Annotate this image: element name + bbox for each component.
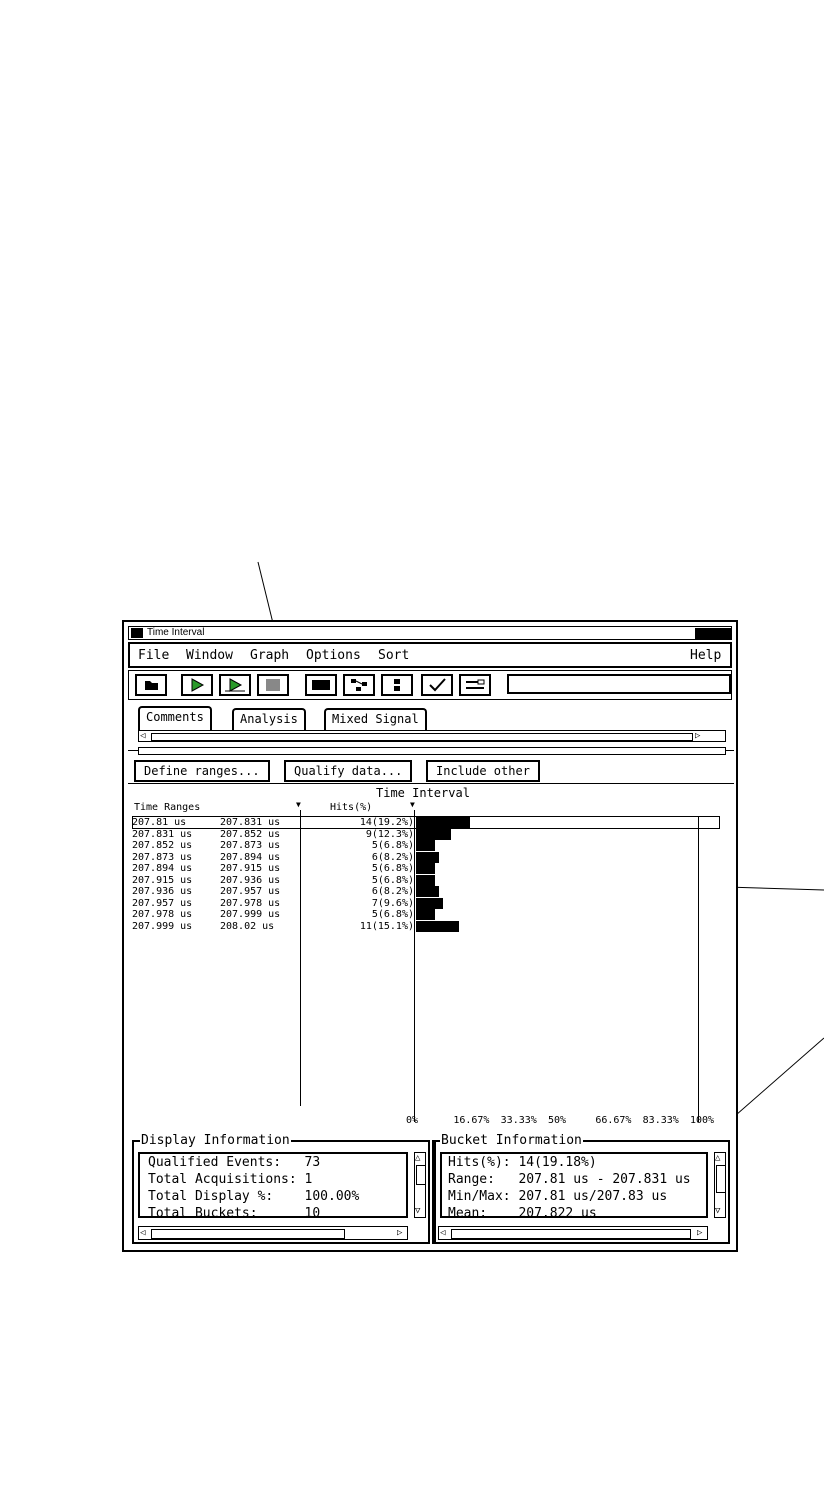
tab-analysis[interactable]: Analysis xyxy=(232,708,306,730)
hits-value: 7(9.6%) xyxy=(371,897,414,909)
bucket-info-title: Bucket Information xyxy=(441,1133,582,1148)
display-info-line: Total Acquisitions: 1 xyxy=(148,1172,313,1187)
hits-value: 6(8.2%) xyxy=(371,886,414,897)
system-menu-icon[interactable] xyxy=(131,628,143,638)
histogram-bar xyxy=(416,898,443,909)
x-tick-label: 66.67% xyxy=(595,1115,632,1126)
scroll-up-icon[interactable]: △ xyxy=(715,1153,721,1163)
range-to: 207.915 us xyxy=(220,863,281,874)
scroll-up-icon[interactable]: △ xyxy=(415,1153,421,1163)
close-icon[interactable] xyxy=(719,628,731,640)
x-tick-label: 83.33% xyxy=(642,1115,679,1126)
histogram-bar xyxy=(416,852,439,863)
comment-hscroll[interactable] xyxy=(138,730,726,742)
column-splitter-icon[interactable]: ▼ xyxy=(410,800,415,809)
time-interval-window xyxy=(122,620,738,1252)
title-bar xyxy=(128,626,732,640)
run-repetitive-icon[interactable] xyxy=(219,674,251,696)
col-header-hits: Hits(%) xyxy=(330,802,373,813)
display-info-line: Total Buckets: 10 xyxy=(148,1206,321,1218)
tools-icon[interactable] xyxy=(459,674,491,696)
hits-value: 5(6.8%) xyxy=(371,874,414,886)
bucket-info-line: Mean: 207.822 us xyxy=(448,1206,597,1218)
maximize-icon[interactable] xyxy=(707,628,719,640)
bucket-info-hscroll[interactable] xyxy=(438,1226,708,1240)
display-info-line: Total Display %: 100.00% xyxy=(148,1189,360,1204)
toolbar-status-field xyxy=(507,674,731,694)
histogram-bar xyxy=(416,875,435,886)
run-icon[interactable] xyxy=(181,674,213,696)
menu-help[interactable]: Help xyxy=(690,648,722,663)
menu-options[interactable]: Options xyxy=(306,648,361,663)
bucket-info-line: Hits(%): 14(19.18%) xyxy=(448,1155,597,1170)
histogram-bar xyxy=(416,817,470,828)
range-to: 207.936 us xyxy=(220,874,281,886)
hits-value: 9(12.3%) xyxy=(365,828,414,840)
hits-value: 14(19.2%) xyxy=(359,817,414,828)
resize-sash[interactable] xyxy=(138,747,726,755)
scroll-thumb[interactable] xyxy=(151,733,693,741)
overview-icon[interactable] xyxy=(343,674,375,696)
histogram-bar xyxy=(416,829,451,840)
scroll-left-icon[interactable]: ◁ xyxy=(440,1228,446,1238)
qualify-data-button[interactable]: Qualify data... xyxy=(284,760,412,782)
range-from: 207.936 us xyxy=(132,886,193,897)
range-to: 207.957 us xyxy=(220,886,281,897)
bucket-info-line: Min/Max: 207.81 us/207.83 us xyxy=(448,1189,668,1204)
scroll-right-icon[interactable]: ▷ xyxy=(695,731,701,741)
hits-value: 5(6.8%) xyxy=(371,840,414,851)
scroll-thumb[interactable] xyxy=(416,1165,426,1185)
scroll-right-icon[interactable]: ▷ xyxy=(697,1228,703,1238)
column-divider[interactable] xyxy=(300,810,301,1106)
display-info-hscroll[interactable] xyxy=(138,1226,408,1240)
chart-axis xyxy=(414,810,415,1122)
display-info-line: Qualified Events: 73 xyxy=(148,1155,321,1170)
tab-comments[interactable]: Comments xyxy=(138,706,212,730)
col-header-time-ranges: Time Ranges xyxy=(134,802,201,813)
bucket-info-box xyxy=(440,1152,708,1218)
bucket-information-panel xyxy=(432,1133,730,1244)
display-icon[interactable] xyxy=(305,674,337,696)
menu-bar xyxy=(128,642,732,668)
scroll-right-icon[interactable]: ▷ xyxy=(397,1228,403,1238)
range-from: 207.852 us xyxy=(132,840,193,851)
range-from: 207.831 us xyxy=(132,828,193,840)
x-tick-label: 33.33% xyxy=(500,1115,537,1126)
open-icon[interactable] xyxy=(135,674,167,696)
x-tick-label: 50% xyxy=(548,1115,567,1126)
scroll-left-icon[interactable]: ◁ xyxy=(140,1228,146,1238)
histogram-bar xyxy=(416,921,459,932)
markers-icon[interactable] xyxy=(381,674,413,696)
range-from: 207.894 us xyxy=(132,863,193,874)
display-info-box xyxy=(138,1152,408,1218)
x-tick-label: 100% xyxy=(690,1115,715,1126)
range-from: 207.873 us xyxy=(132,851,193,863)
menu-file[interactable]: File xyxy=(138,648,170,663)
hits-value: 5(6.8%) xyxy=(371,863,414,874)
stop-icon[interactable] xyxy=(257,674,289,696)
histogram-bar xyxy=(416,840,435,851)
minimize-icon[interactable] xyxy=(695,628,707,640)
chart-title: Time Interval xyxy=(376,786,470,800)
x-tick-label: 0% xyxy=(406,1115,419,1126)
histogram-bar xyxy=(416,863,435,874)
scroll-thumb[interactable] xyxy=(451,1229,691,1239)
scroll-down-icon[interactable]: ▽ xyxy=(715,1206,721,1216)
menu-window[interactable]: Window xyxy=(186,648,233,663)
range-from: 207.957 us xyxy=(132,897,193,909)
hits-value: 5(6.8%) xyxy=(371,909,414,920)
scroll-down-icon[interactable]: ▽ xyxy=(415,1206,421,1216)
menu-graph[interactable]: Graph xyxy=(250,648,290,663)
scroll-thumb[interactable] xyxy=(151,1229,345,1239)
bucket-info-line: Range: 207.81 us - 207.831 us xyxy=(448,1172,691,1187)
column-splitter-icon[interactable]: ▼ xyxy=(296,800,301,809)
hits-value: 6(8.2%) xyxy=(371,851,414,863)
menu-sort[interactable]: Sort xyxy=(378,648,410,663)
range-to: 207.894 us xyxy=(220,851,281,863)
range-from: 207.999 us xyxy=(132,920,193,932)
window-title: Time Interval xyxy=(147,627,205,638)
x-tick-label: 16.67% xyxy=(453,1115,490,1126)
bucket-info-vscroll[interactable] xyxy=(714,1152,726,1218)
range-to: 207.978 us xyxy=(220,897,281,909)
hits-value: 11(15.1%) xyxy=(359,920,414,932)
range-from: 207.915 us xyxy=(132,874,193,886)
range-to: 207.831 us xyxy=(220,817,281,828)
display-info-vscroll[interactable] xyxy=(414,1152,426,1218)
range-to: 207.873 us xyxy=(220,840,281,851)
toolbar xyxy=(128,670,732,700)
range-from: 207.81 us xyxy=(132,817,187,828)
scroll-thumb[interactable] xyxy=(716,1165,726,1193)
scroll-left-icon[interactable]: ◁ xyxy=(140,731,146,741)
range-from: 207.978 us xyxy=(132,909,193,920)
range-to: 207.999 us xyxy=(220,909,281,920)
tab-mixed-signal[interactable]: Mixed Signal xyxy=(324,708,427,730)
display-information-panel xyxy=(132,1133,430,1244)
include-other-button[interactable]: Include other xyxy=(426,760,540,782)
check-icon[interactable] xyxy=(421,674,453,696)
chart-right-edge xyxy=(698,816,699,1122)
histogram-bar xyxy=(416,886,439,897)
histogram-bar xyxy=(416,909,435,920)
range-to: 207.852 us xyxy=(220,828,281,840)
range-to: 208.02 us xyxy=(220,920,275,932)
display-info-title: Display Information xyxy=(141,1133,290,1148)
define-ranges-button[interactable]: Define ranges... xyxy=(134,760,270,782)
divider xyxy=(128,783,734,784)
